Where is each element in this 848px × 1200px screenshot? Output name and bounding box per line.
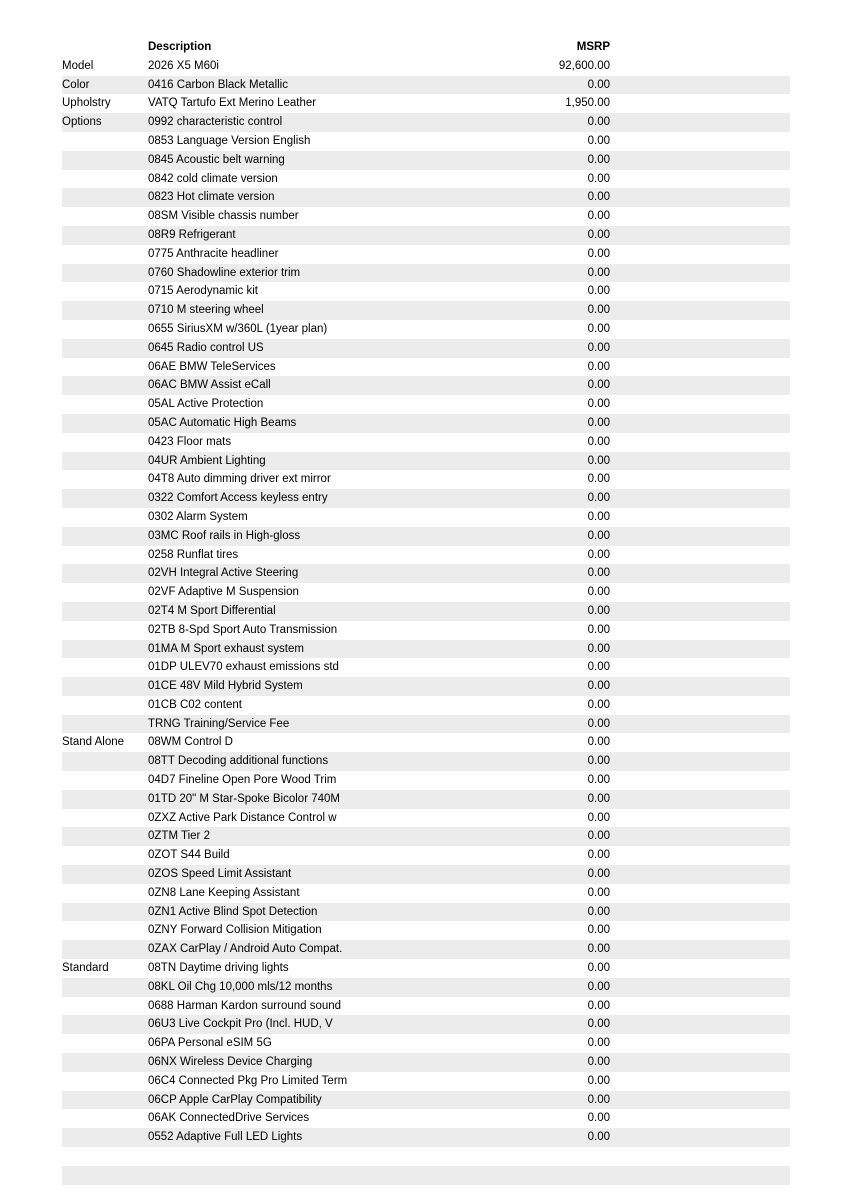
description-cell: 02VH Integral Active Steering xyxy=(148,567,299,580)
msrp-cell: 0.00 xyxy=(587,492,610,505)
category-cell: Stand Alone xyxy=(62,736,125,749)
table-row xyxy=(62,489,790,508)
description-cell: 0552 Adaptive Full LED Lights xyxy=(148,1131,303,1144)
msrp-cell: 0.00 xyxy=(587,548,610,561)
msrp-cell: 0.00 xyxy=(587,379,610,392)
table-row xyxy=(62,940,790,959)
description-cell: TRNG Training/Service Fee xyxy=(148,717,290,730)
description-cell: 0ZOT S44 Build xyxy=(148,849,230,862)
msrp-cell: 0.00 xyxy=(587,1093,610,1106)
table-row xyxy=(62,809,790,828)
msrp-cell: 0.00 xyxy=(587,247,610,260)
msrp-cell: 0.00 xyxy=(587,266,610,279)
table-row xyxy=(62,1091,790,1110)
description-cell: 0ZTM Tier 2 xyxy=(148,830,210,843)
description-cell: 08TN Daytime driving lights xyxy=(148,962,289,975)
msrp-cell: 0.00 xyxy=(587,435,610,448)
table-row xyxy=(62,264,790,283)
msrp-cell: 0.00 xyxy=(587,755,610,768)
description-cell: 08KL Oil Chg 10,000 mls/12 months xyxy=(148,980,333,993)
table-row xyxy=(62,527,790,546)
description-cell: 04T8 Auto dimming driver ext mirror xyxy=(148,473,331,486)
table-row xyxy=(62,170,790,189)
table-row xyxy=(62,1128,790,1147)
table-header xyxy=(62,38,790,57)
table-row xyxy=(62,1109,790,1128)
msrp-cell: 0.00 xyxy=(587,416,610,429)
msrp-cell: 0.00 xyxy=(587,623,610,636)
table-row xyxy=(62,959,790,978)
msrp-cell: 0.00 xyxy=(587,642,610,655)
pricing-table xyxy=(62,38,790,1185)
msrp-cell: 0.00 xyxy=(587,153,610,166)
table-row xyxy=(62,733,790,752)
msrp-cell: 92,600.00 xyxy=(558,59,610,72)
description-cell: 01CB C02 content xyxy=(148,698,242,711)
description-cell: 0992 characteristic control xyxy=(148,116,283,129)
msrp-cell: 0.00 xyxy=(587,717,610,730)
description-cell: 06CP Apple CarPlay Compatibility xyxy=(148,1093,322,1106)
table-row xyxy=(62,921,790,940)
table-row xyxy=(62,658,790,677)
table-row xyxy=(62,602,790,621)
msrp-cell: 0.00 xyxy=(587,849,610,862)
description-cell: 0655 SiriusXM w/360L (1year plan) xyxy=(148,322,328,335)
msrp-header: MSRP xyxy=(576,41,610,53)
table-row xyxy=(62,677,790,696)
msrp-cell: 0.00 xyxy=(587,210,610,223)
table-row xyxy=(62,827,790,846)
table-row xyxy=(62,433,790,452)
msrp-cell: 0.00 xyxy=(587,792,610,805)
description-cell: 0ZXZ Active Park Distance Control w xyxy=(148,811,337,824)
description-cell: 06NX Wireless Device Charging xyxy=(148,1056,313,1069)
description-cell: 0823 Hot climate version xyxy=(148,191,275,204)
description-cell: 0258 Runflat tires xyxy=(148,548,239,561)
table-row xyxy=(62,1147,790,1166)
msrp-cell: 0.00 xyxy=(587,116,610,129)
msrp-cell: 0.00 xyxy=(587,322,610,335)
msrp-cell: 0.00 xyxy=(587,980,610,993)
table-row xyxy=(62,1053,790,1072)
table-body xyxy=(62,57,790,1185)
description-cell: 06AK ConnectedDrive Services xyxy=(148,1112,310,1125)
table-row xyxy=(62,188,790,207)
description-cell: VATQ Tartufo Ext Merino Leather xyxy=(148,97,317,110)
msrp-cell: 0.00 xyxy=(587,1037,610,1050)
description-cell: 05AC Automatic High Beams xyxy=(148,416,297,429)
table-row xyxy=(62,508,790,527)
table-row xyxy=(62,846,790,865)
description-cell: 06U3 Live Cockpit Pro (Incl. HUD, V xyxy=(148,1018,333,1031)
description-cell: 0853 Language Version English xyxy=(148,134,311,147)
msrp-cell: 1,950.00 xyxy=(565,97,610,110)
category-cell: Model xyxy=(62,59,94,72)
msrp-cell: 0.00 xyxy=(587,78,610,91)
table-row xyxy=(62,301,790,320)
msrp-cell: 0.00 xyxy=(587,604,610,617)
table-row xyxy=(62,358,790,377)
msrp-cell: 0.00 xyxy=(587,285,610,298)
msrp-cell: 0.00 xyxy=(587,228,610,241)
table-row xyxy=(62,903,790,922)
description-cell: 04D7 Fineline Open Pore Wood Trim xyxy=(148,774,337,787)
table-row xyxy=(62,865,790,884)
description-cell: 04UR Ambient Lighting xyxy=(148,454,266,467)
table-row xyxy=(62,790,790,809)
table-row xyxy=(62,226,790,245)
table-row xyxy=(62,1034,790,1053)
description-cell: 08SM Visible chassis number xyxy=(148,210,299,223)
msrp-cell: 0.00 xyxy=(587,1018,610,1031)
msrp-cell: 0.00 xyxy=(587,304,610,317)
table-row xyxy=(62,771,790,790)
description-cell: 01DP ULEV70 exhaust emissions std xyxy=(148,661,339,674)
description-cell: 0ZN8 Lane Keeping Assistant xyxy=(148,886,300,899)
msrp-cell: 0.00 xyxy=(587,999,610,1012)
msrp-cell: 0.00 xyxy=(587,1112,610,1125)
description-cell: 0423 Floor mats xyxy=(148,435,232,448)
category-cell: Upholstry xyxy=(62,97,111,110)
table-row xyxy=(62,76,790,95)
table-row xyxy=(62,395,790,414)
table-row xyxy=(62,452,790,471)
description-cell: 0416 Carbon Black Metallic xyxy=(148,78,288,91)
description-cell: 0760 Shadowline exterior trim xyxy=(148,266,301,279)
msrp-cell: 0.00 xyxy=(587,1056,610,1069)
description-cell: 01TD 20" M Star-Spoke Bicolor 740M xyxy=(148,792,340,805)
category-cell: Color xyxy=(62,78,90,91)
description-cell: 0ZNY Forward Collision Mitigation xyxy=(148,924,322,937)
table-row xyxy=(62,245,790,264)
table-row xyxy=(62,715,790,734)
table-row xyxy=(62,470,790,489)
msrp-cell: 0.00 xyxy=(587,736,610,749)
msrp-cell: 0.00 xyxy=(587,567,610,580)
description-cell: 05AL Active Protection xyxy=(148,398,264,411)
table-row xyxy=(62,583,790,602)
msrp-cell: 0.00 xyxy=(587,830,610,843)
msrp-cell: 0.00 xyxy=(587,529,610,542)
description-cell: 06AE BMW TeleServices xyxy=(148,360,276,373)
description-cell: 2026 X5 M60i xyxy=(148,59,219,72)
table-row xyxy=(62,57,790,76)
msrp-cell: 0.00 xyxy=(587,962,610,975)
description-cell: 0302 Alarm System xyxy=(148,510,248,523)
description-cell: 08WM Control D xyxy=(148,736,233,749)
description-cell: 06PA Personal eSIM 5G xyxy=(148,1037,272,1050)
description-cell: 01MA M Sport exhaust system xyxy=(148,642,304,655)
description-cell: 06AC BMW Assist eCall xyxy=(148,379,271,392)
description-cell: 06C4 Connected Pkg Pro Limited Term xyxy=(148,1074,348,1087)
msrp-cell: 0.00 xyxy=(587,586,610,599)
table-row xyxy=(62,151,790,170)
msrp-cell: 0.00 xyxy=(587,811,610,824)
msrp-cell: 0.00 xyxy=(587,661,610,674)
description-cell: 0715 Aerodynamic kit xyxy=(148,285,258,298)
category-cell: Standard xyxy=(62,962,109,975)
msrp-cell: 0.00 xyxy=(587,774,610,787)
table-row xyxy=(62,113,790,132)
msrp-cell: 0.00 xyxy=(587,510,610,523)
msrp-cell: 0.00 xyxy=(587,924,610,937)
description-header: Description xyxy=(148,41,212,53)
msrp-cell: 0.00 xyxy=(587,172,610,185)
table-row xyxy=(62,621,790,640)
table-row xyxy=(62,884,790,903)
table-row xyxy=(62,1072,790,1091)
msrp-cell: 0.00 xyxy=(587,943,610,956)
table-row xyxy=(62,207,790,226)
table-row xyxy=(62,132,790,151)
table-row xyxy=(62,376,790,395)
msrp-cell: 0.00 xyxy=(587,1074,610,1087)
description-cell: 08R9 Refrigerant xyxy=(148,228,236,241)
description-cell: 01CE 48V Mild Hybrid System xyxy=(148,680,303,693)
description-cell: 08TT Decoding additional functions xyxy=(148,755,329,768)
description-cell: 02VF Adaptive M Suspension xyxy=(148,586,299,599)
table-row xyxy=(62,282,790,301)
description-cell: 02TB 8-Spd Sport Auto Transmission xyxy=(148,623,338,636)
msrp-cell: 0.00 xyxy=(587,868,610,881)
msrp-cell: 0.00 xyxy=(587,473,610,486)
description-cell: 0ZOS Speed Limit Assistant xyxy=(148,868,292,881)
table-row xyxy=(62,1015,790,1034)
description-cell: 02T4 M Sport Differential xyxy=(148,604,276,617)
description-cell: 0845 Acoustic belt warning xyxy=(148,153,285,166)
msrp-cell: 0.00 xyxy=(587,360,610,373)
description-cell: 03MC Roof rails in High-gloss xyxy=(148,529,301,542)
msrp-cell: 0.00 xyxy=(587,454,610,467)
description-cell: 0842 cold climate version xyxy=(148,172,278,185)
msrp-cell: 0.00 xyxy=(587,191,610,204)
table-row xyxy=(62,997,790,1016)
table-row xyxy=(62,339,790,358)
description-cell: 0710 M steering wheel xyxy=(148,304,264,317)
description-cell: 0775 Anthracite headliner xyxy=(148,247,279,260)
category-cell: Options xyxy=(62,116,102,129)
msrp-cell: 0.00 xyxy=(587,341,610,354)
description-cell: 0322 Comfort Access keyless entry xyxy=(148,492,328,505)
table-row xyxy=(62,546,790,565)
table-row xyxy=(62,978,790,997)
table-row xyxy=(62,752,790,771)
table-row xyxy=(62,320,790,339)
description-cell: 0688 Harman Kardon surround sound xyxy=(148,999,342,1012)
table-row xyxy=(62,696,790,715)
msrp-cell: 0.00 xyxy=(587,398,610,411)
table-row xyxy=(62,94,790,113)
msrp-cell: 0.00 xyxy=(587,134,610,147)
table-row xyxy=(62,564,790,583)
table-row xyxy=(62,1166,790,1185)
msrp-cell: 0.00 xyxy=(587,1131,610,1144)
msrp-cell: 0.00 xyxy=(587,698,610,711)
msrp-cell: 0.00 xyxy=(587,905,610,918)
description-cell: 0ZN1 Active Blind Spot Detection xyxy=(148,905,318,918)
description-cell: 0ZAX CarPlay / Android Auto Compat. xyxy=(148,943,343,956)
description-cell: 0645 Radio control US xyxy=(148,341,264,354)
table-row xyxy=(62,640,790,659)
msrp-cell: 0.00 xyxy=(587,680,610,693)
msrp-cell: 0.00 xyxy=(587,886,610,899)
table-row xyxy=(62,414,790,433)
